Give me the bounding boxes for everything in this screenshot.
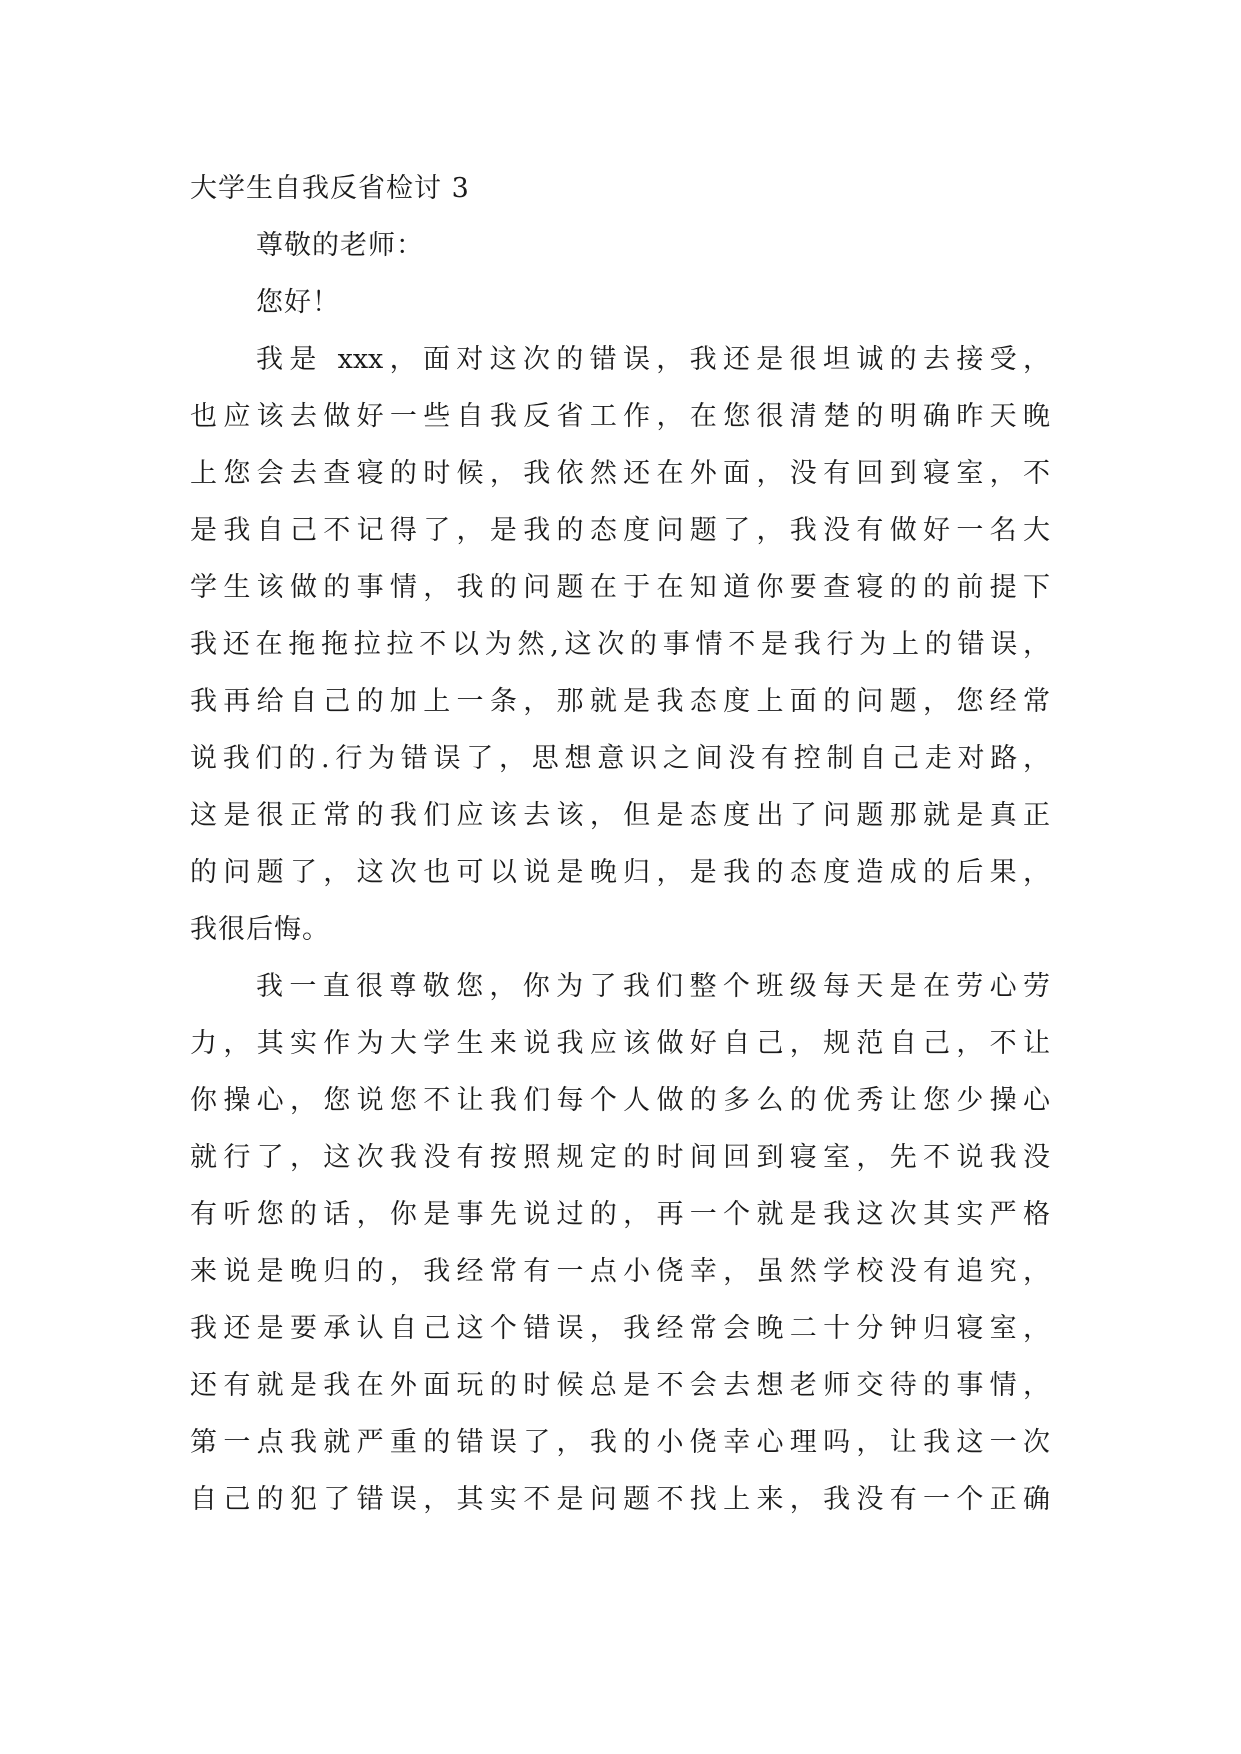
paragraph-line: 我很后悔。 [190,914,330,945]
paragraph-line: 有听您的话，你是事先说过的，再一个就是我这次其实严格 [190,1199,1050,1230]
paragraph-line: 自己的犯了错误，其实不是问题不找上来，我没有一个正确 [190,1484,1050,1515]
paragraph-line: 这是很正常的我们应该去该，但是态度出了问题那就是真正 [190,800,1050,831]
document-title: 大学生自我反省检讨 3 [190,173,470,204]
paragraph-1 [190,331,1050,958]
paragraph-2 [190,958,1050,1528]
paragraph-line: 我再给自己的加上一条，那就是我态度上面的问题，您经常 [190,686,1050,717]
paragraph-line: 我是 xxx，面对这次的错误，我还是很坦诚的去接受， [256,344,1050,375]
paragraph-line: 的问题了，这次也可以说是晚归，是我的态度造成的后果， [190,857,1050,888]
paragraph-line: 就行了，这次我没有按照规定的时间回到寝室，先不说我没 [190,1142,1050,1173]
greeting: 您好！ [256,287,340,318]
document-body [190,160,1050,1528]
paragraph-line: 我还在拖拖拉拉不以为然,这次的事情不是我行为上的错误， [190,629,1050,660]
paragraph-line: 说我们的.行为错误了，思想意识之间没有控制自己走对路， [190,743,1050,774]
paragraph-line: 还有就是我在外面玩的时候总是不会去想老师交待的事情， [190,1370,1050,1401]
paragraph-line: 我一直很尊敬您，你为了我们整个班级每天是在劳心劳 [256,971,1050,1002]
paragraph-line: 第一点我就严重的错误了，我的小侥幸心理吗，让我这一次 [190,1427,1050,1458]
paragraph-line: 学生该做的事情，我的问题在于在知道你要查寝的的前提下 [190,572,1050,603]
paragraph-line: 也应该去做好一些自我反省工作，在您很清楚的明确昨天晚 [190,401,1050,432]
paragraph-line: 上您会去查寝的时候，我依然还在外面，没有回到寝室，不 [190,458,1050,489]
paragraph-line: 我还是要承认自己这个错误，我经常会晚二十分钟归寝室， [190,1313,1050,1344]
paragraph-line: 是我自己不记得了，是我的态度问题了，我没有做好一名大 [190,515,1050,546]
paragraph-line: 来说是晚归的，我经常有一点小侥幸，虽然学校没有追究， [190,1256,1050,1287]
paragraph-line: 力，其实作为大学生来说我应该做好自己，规范自己，不让 [190,1028,1050,1059]
paragraph-line: 你操心，您说您不让我们每个人做的多么的优秀让您少操心 [190,1085,1050,1116]
salutation: 尊敬的老师： [256,230,424,261]
